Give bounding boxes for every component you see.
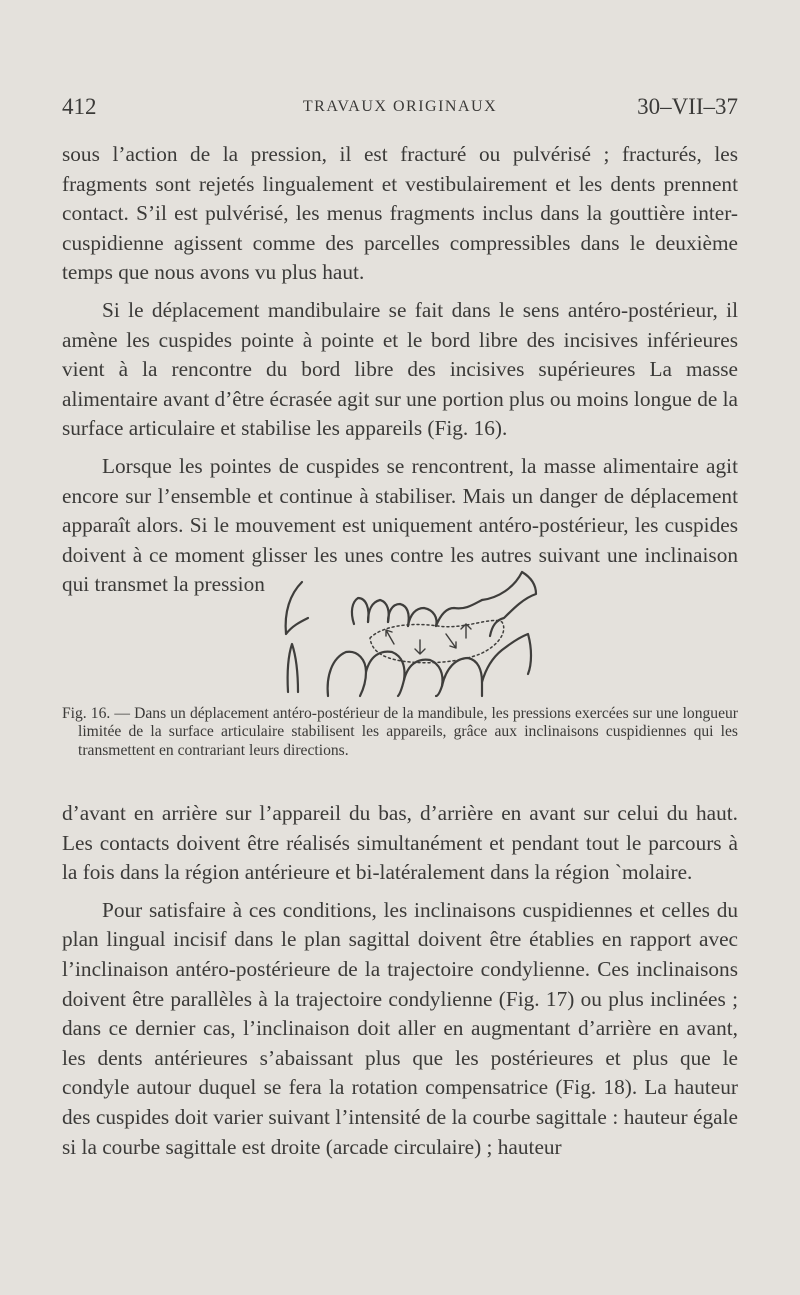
caption-text: — Dans un déplacement antéro-postérieur de la mandibule, les pressions exercées sur une longueur limitée de la surface articulaire stabilisent les appareils, grâce aux inclinaisons cuspidiennes qui les transmettent en contrariant leurs directions. [78,705,738,759]
running-head [62,94,738,124]
page-number: 412 [62,94,97,119]
body-text-top [62,140,738,600]
paragraph: Si le déplacement mandibulaire se fait dans le sens antéro-postérieur, il amène les cuspides pointe à pointe et le bord libre des incisives inférieures vient à la rencontre du bord libre des incisives supérieures La masse alimentaire avant d’être écrasée agit sur une portion plus ou moins longue de la surface articulaire et stabilise les appareils (Fig. 16). [62,297,738,441]
figure-label: Fig. 16. [62,705,111,722]
body-text-bottom [62,799,738,1162]
paragraph: Lorsque les pointes de cuspides se rencontrent, la masse alimentaire agit encore sur l’ensemble et continue à stabiliser. Mais un danger de déplacement apparaît alors. Si le mouvement est uniquement antéro-postérieur, les cuspides doivent à ce moment glisser les unes contre les autres suivant une inclinaison qui transmet la pression [62,453,738,597]
figure-caption [62,705,738,760]
journal-section-title: TRAVAUX ORIGINAUX [302,98,498,115]
issue-date: 30–VII–37 [637,94,738,119]
paragraph: d’avant en arrière sur l’appareil du bas, d’arrière en avant sur celui du haut. Les contacts doivent être réalisés simultanément et pendant tout le parcours à la fois dans la région antérieure et bi-latéralement dans la région ˋmolaire. [62,801,738,885]
paragraph: sous l’action de la pression, il est fracturé ou pulvérisé ; fracturés, les fragments sont rejetés lingualement et vestibulairement et les dents prennent contact. S’il est pulvérisé, les menus fragments inclus dans la gouttière inter-cuspidienne agissent comme des parcelles compressibles dans le deuxième temps que nous avons vu plus haut. [62,142,738,285]
figure-16-drawing [270,564,550,699]
paragraph: Pour satisfaire à ces conditions, les inclinaisons cuspidiennes et celles du plan lingual incisif dans le plan sagittal doivent être établies en rapport avec l’inclinaison antéro-postérieure de la trajectoire condylienne. Ces inclinaisons doivent être parallèles à la trajectoire condylienne (Fig. 17) ou plus inclinées ; dans ce dernier cas, l’inclinaison doit aller en augmentant d’arrière en avant, les dents antérieures s’abaissant plus que les postérieures et plus que le condyle autour duquel se fera la rotation compensatrice (Fig. 18). La hauteur des cuspides doit varier suivant l’intensité de la courbe sagittale : hauteur égale si la courbe sagittale est droite (arcade circulaire) ; hauteur [62,897,738,1159]
caption-paragraph [62,705,738,760]
